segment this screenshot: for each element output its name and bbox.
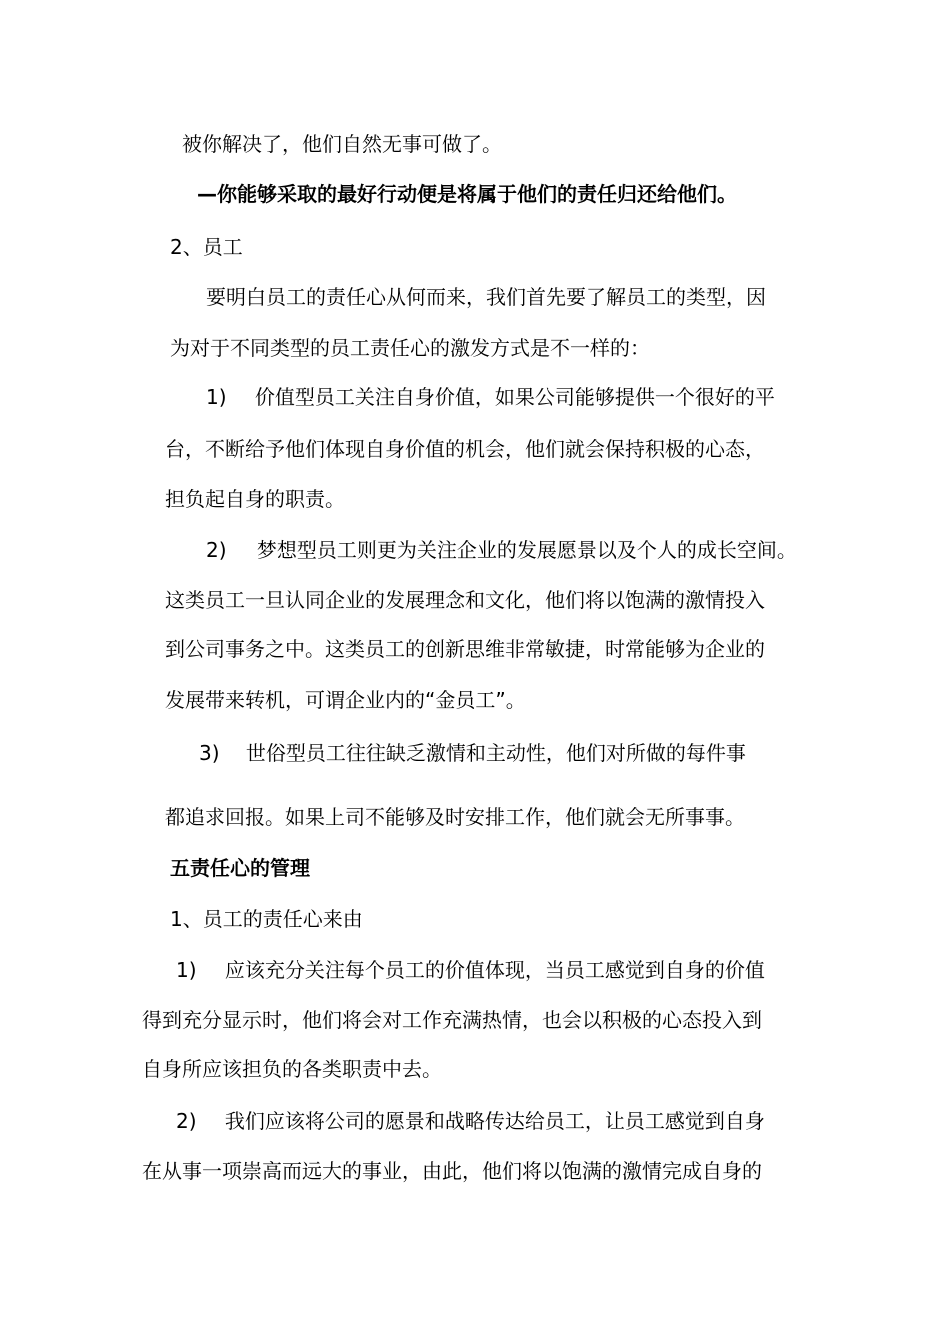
- paragraph-line: 自身所应该担负的各类职责中去。: [142, 1057, 442, 1081]
- emphasis-line: —你能够采取的最好行动便是将属于他们的责任归还给他们。: [197, 182, 737, 206]
- paragraph-line: 发展带来转机，可谓企业内的“金员工”。: [165, 688, 526, 712]
- paragraph-line: 得到充分显示时，他们将会对工作充满热情，也会以积极的心态投入到: [142, 1008, 762, 1032]
- numbered-item: [176, 1108, 765, 1134]
- item-text: 我们应该将公司的愿景和战略传达给员工，让员工感觉到自身: [224, 1109, 765, 1133]
- paragraph-line: 担负起自身的职责。: [165, 487, 345, 511]
- paragraph-line: 在从事一项崇高而远大的事业，由此，他们将以饱满的激情完成自身的: [142, 1159, 762, 1183]
- paragraph-line: 台，不断给予他们体现自身价值的机会，他们就会保持积极的心态，: [165, 437, 765, 461]
- numbered-item: [206, 537, 797, 563]
- section-heading-employees: 2、员工: [170, 235, 243, 259]
- item-number: 2): [206, 538, 227, 562]
- item-number: 1): [176, 958, 197, 982]
- item-number: 1): [206, 385, 227, 409]
- paragraph-line: 被你解决了，他们自然无事可做了。: [182, 132, 502, 156]
- paragraph-line: 都追求回报。如果上司不能够及时安排工作，他们就会无所事事。: [165, 805, 745, 829]
- item-text: 价值型员工关注自身价值，如果公司能够提供一个很好的平: [254, 385, 775, 409]
- item-number: 3): [199, 741, 220, 765]
- numbered-item: [206, 384, 775, 410]
- item-number: 2): [176, 1109, 197, 1133]
- item-text: 世俗型员工往往缺乏激情和主动性，他们对所做的每件事: [245, 741, 746, 765]
- paragraph-line: 要明白员工的责任心从何而来，我们首先要了解员工的类型，因: [206, 285, 766, 309]
- paragraph-line: 到公司事务之中。这类员工的创新思维非常敏捷，时常能够为企业的: [165, 637, 765, 661]
- item-text: 梦想型员工则更为关注企业的发展愿景以及个人的成长空间。: [256, 538, 797, 562]
- paragraph-line: 这类员工一旦认同企业的发展理念和文化，他们将以饱满的激情投入: [165, 588, 765, 612]
- numbered-item: [199, 740, 746, 766]
- paragraph-line: 为对于不同类型的员工责任心的激发方式是不一样的：: [170, 336, 650, 360]
- section-title: 五责任心的管理: [170, 856, 310, 880]
- numbered-item: [176, 957, 765, 983]
- item-text: 应该充分关注每个员工的价值体现，当员工感觉到自身的价值: [224, 958, 765, 982]
- section-heading-source: 1、员工的责任心来由: [170, 907, 363, 931]
